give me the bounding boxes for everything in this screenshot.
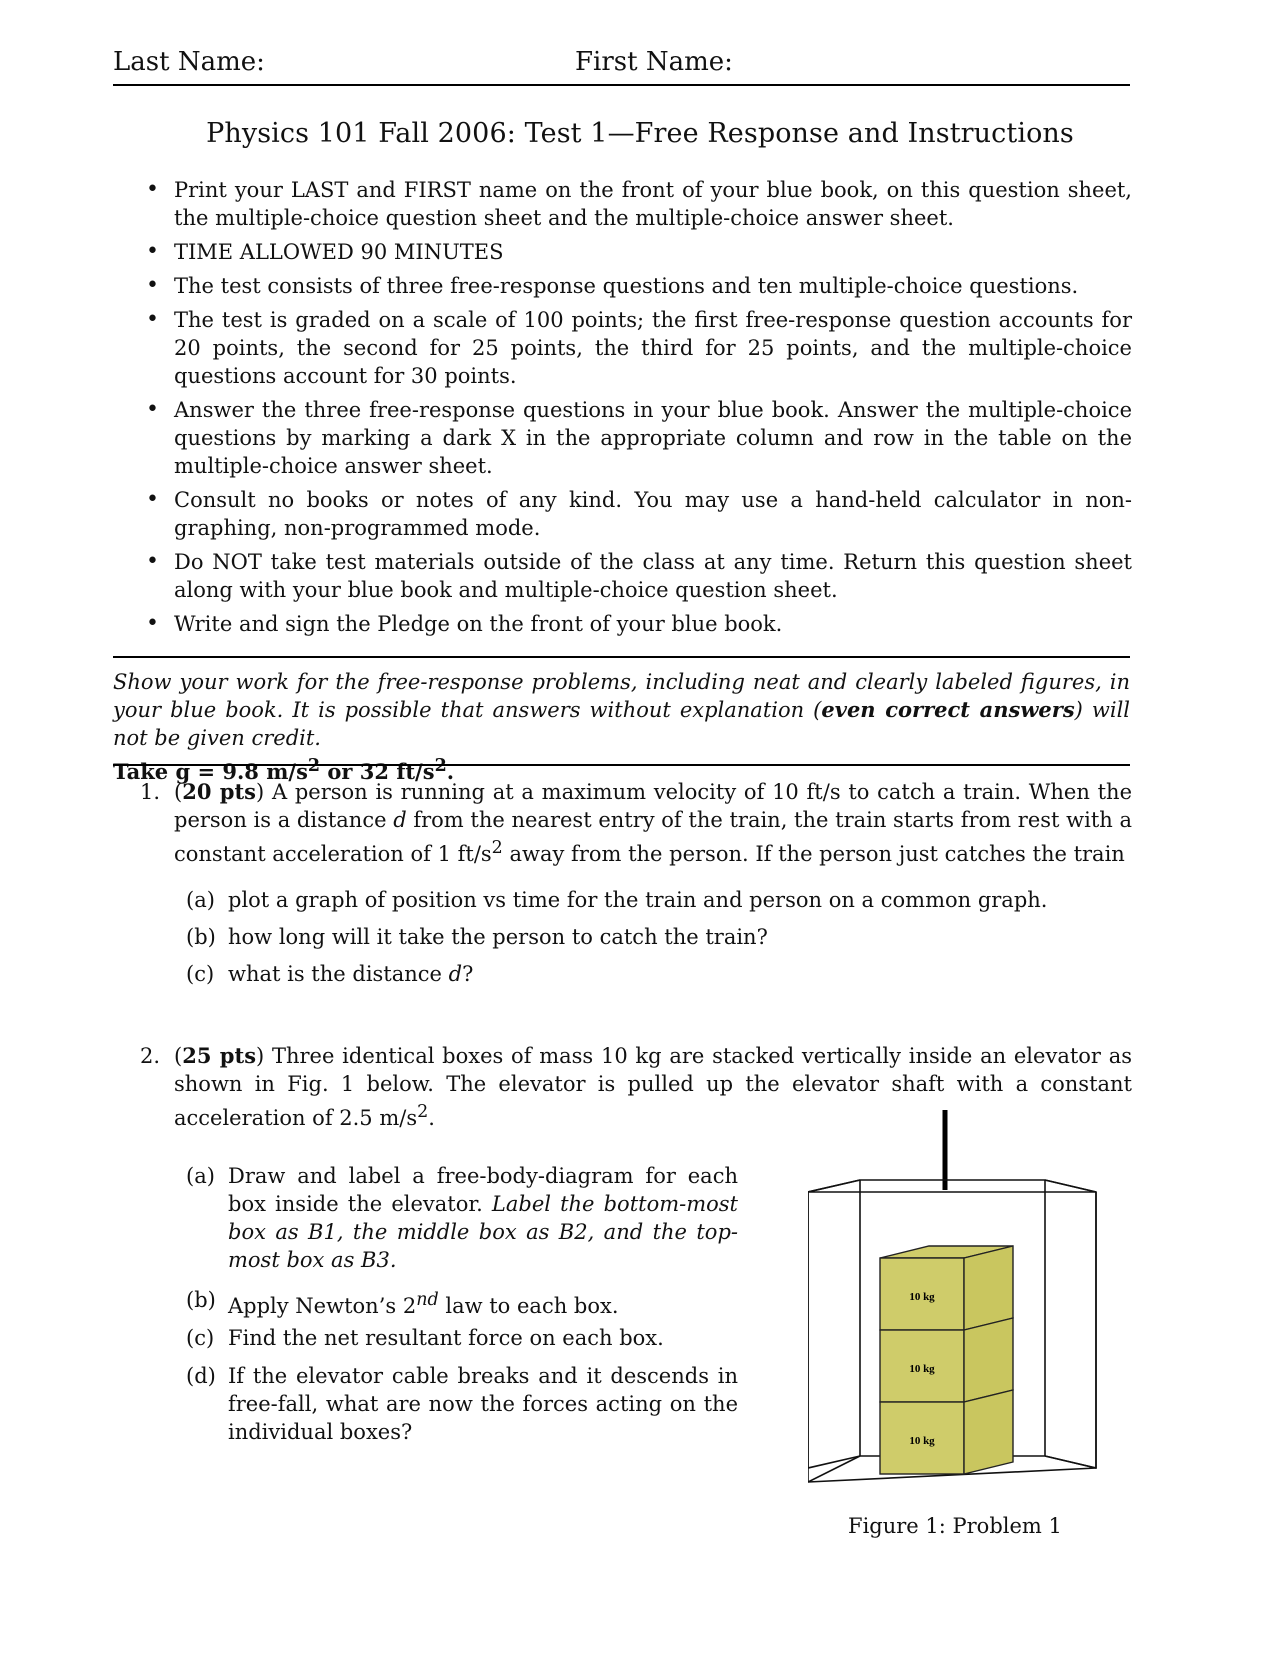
problem-2: 2. (25 pts) Three identical boxes of mass 10 kg are stacked vertically inside an elevator as shown in Fig. 1 below. The elevator is pulled up the elevator shaft with a constant acceleration of 2.5 $m/s^2$. (140, 1043, 1133, 1130)
box-b1-label: 10 kg (909, 1435, 935, 1447)
box-b2-side (964, 1318, 1013, 1402)
box-b3-side (964, 1246, 1013, 1330)
problem-number: 2. (140, 1044, 161, 1068)
instruction-item: • The test consists of three free-response questions and ten multiple-choice questions. (146, 272, 1132, 300)
problem-1-part-b: (b) how long will it take the person to catch the train? (186, 925, 768, 949)
problem-2-part-a: (a) Draw and label a free-body-diagram for each box inside the elevator. Label the bottom-most box as B1, the middle box as B2, and the top-most box as B3. (186, 1164, 738, 1272)
problem-2-part-c: (c) Find the net resultant force on each box. (186, 1326, 664, 1350)
elevator-figure (808, 1110, 1098, 1488)
problem-points: 25 pts (182, 1043, 257, 1068)
page-title: Physics 101 Fall 2006: Test 1—Free Response and Instructions (206, 118, 1074, 149)
work-note (113, 668, 1130, 786)
box-b3-label: 10 kg (909, 1291, 935, 1303)
first-name-label: First Name: (575, 47, 733, 77)
instruction-item: • Answer the three free-response questions in your blue book. Answer the multiple-choice questions by marking a dark X in the appropriate column and row in the table on the multiple-choice answer sheet. (146, 396, 1132, 480)
instruction-item: • The test is graded on a scale of 100 points; the first free-response question accounts for 20 points, the second for 25 points, the third for 25 points, and the multiple-choice questions account for 30 points. (146, 306, 1132, 390)
problem-1: 1. (20 pts) A person is running at a maximum velocity of 10 ft/s to catch a train. When the person is a distance d from the nearest entry of the train, the train starts from rest with a constant acceleration of 1 $ft/s^2$ away from the person. If the person just catches the train (140, 779, 1132, 866)
problem-number: 1. (140, 780, 161, 804)
box-b2-label: 10 kg (909, 1363, 935, 1375)
note-text-1: Show your work for the free-response problems, including neat and clearly labeled figures, in your blue book. It is possible that answers without explanation ( (113, 670, 1130, 722)
problem-2-part-d: (d) If the elevator cable breaks and it descends in free-fall, what are now the forces acting on the individual boxes? (186, 1364, 738, 1444)
divider-top (113, 656, 1130, 658)
problem-1-part-c: (c) what is the distance d? (186, 962, 474, 986)
figure-caption: Figure 1: Problem 1 (848, 1514, 1062, 1538)
note-text-2: ) will not be given credit. (113, 698, 1131, 750)
instructions-list (146, 176, 1132, 644)
problem-points: 20 pts (182, 779, 257, 804)
box-b1-side (964, 1390, 1013, 1474)
instruction-item: • Consult no books or notes of any kind. You may use a hand-held calculator in non-graphing, non-programmed mode. (146, 486, 1132, 542)
instruction-item: • Write and sign the Pledge on the front of your blue book. (146, 610, 1132, 638)
gravity-note: Take g = 9.8 $m/s^2$ or 32 $ft/s^2$. (113, 756, 455, 784)
instruction-item: • Do NOT take test materials outside of the class at any time. Return this question sheet along with your blue book and multiple-choice question sheet. (146, 548, 1132, 604)
last-name-label: Last Name: (113, 47, 265, 77)
problem-1-part-a: (a) plot a graph of position vs time for the train and person on a common graph. (186, 888, 1048, 912)
divider-bottom (113, 764, 1130, 766)
instruction-item: • Print your LAST and FIRST name on the front of your blue book, on this question sheet, the multiple-choice question sheet and the multiple-choice answer sheet. (146, 176, 1132, 232)
note-bold: even correct answers (821, 697, 1075, 722)
problem-2-part-b: (b) Apply Newton’s 2nd law to each box. (186, 1288, 619, 1318)
name-line (113, 44, 1130, 86)
box-stack (880, 1246, 1013, 1474)
instruction-item: • TIME ALLOWED 90 MINUTES (146, 238, 1132, 266)
